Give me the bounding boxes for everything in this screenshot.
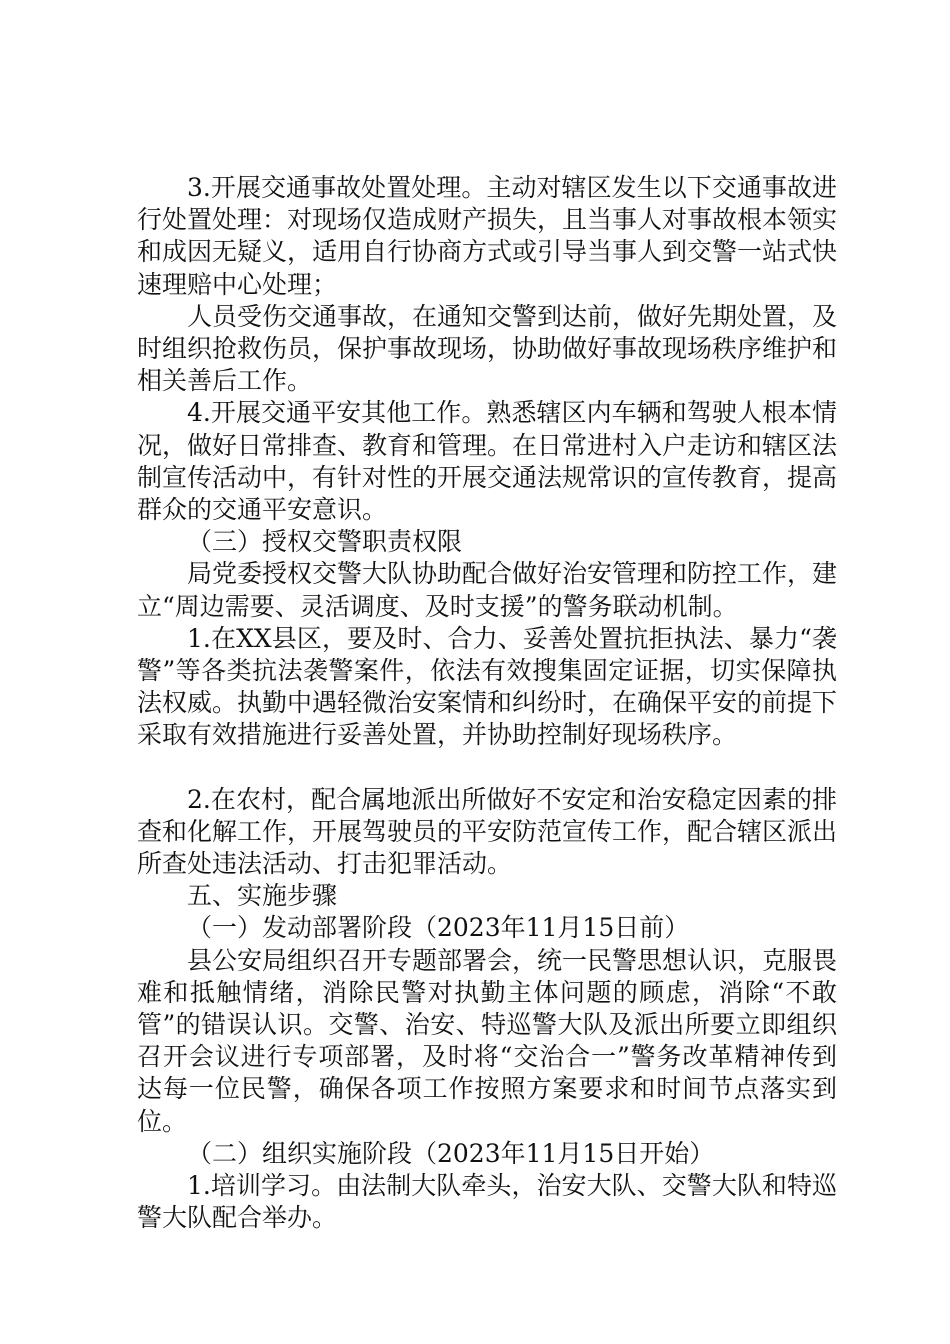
paragraph-training: 1.培训学习。由法制大队牵头，治安大队、交警大队和特巡警大队配合举办。 — [137, 1171, 837, 1233]
paragraph-authorization: 局党委授权交警大队协助配合做好治安管理和防控工作，建立“周边需要、灵活调度、及时支援”的警务联动机制。 — [137, 559, 838, 621]
heading-mobilization-phase: （一）发动部署阶段（2023年11月15日前） — [187, 913, 690, 943]
heading-implementation-phase: （二）组织实施阶段（2023年11月15日开始） — [187, 1138, 715, 1168]
heading-implementation-steps: 五、实施步骤 — [187, 881, 338, 911]
paragraph-rural-areas: 2.在农村，配合属地派出所做好不安定和治安稳定因素的排查和化解工作，开展驾驶员的平安防范宣传工作，配合辖区派出所查处违法活动、打击犯罪活动。 — [137, 784, 838, 879]
paragraph-accident-handling: 3.开展交通事故处置处理。主动对辖区发生以下交通事故进行处置处理：对现场仅造成财产损失，且当事人对事故根本领实和成因无疑义，适用自行协商方式或引导当事人到交警一站式快速理赔中心处理； — [137, 173, 838, 299]
paragraph-mobilization: 县公安局组织召开专题部署会，统一民警思想认识，克服畏难和抵触情绪，消除民警对执勤主体问题的顾虑，消除“不敢管”的错误认识。交警、治安、特巡警大队及派出所要立即组织召开会议进行专项部署，及时将“交治合一”警务改革精神传到达每一位民警，确保各项工作按照方案要求和时间节点落实到位。 — [137, 945, 838, 1136]
paragraph-traffic-safety-work: 4.开展交通平安其他工作。熟悉辖区内车辆和驾驶人根本情况，做好日常排查、教育和管理。在日常进村入户走访和辖区法制宣传活动中，有针对性的开展交通法规常识的宣传教育，提高群众的交通平安意识。 — [137, 398, 838, 525]
heading-authorized-powers: （三）授权交警职责权限 — [187, 527, 463, 557]
paragraph-injury-accidents: 人员受伤交通事故，在通知交警到达前，做好先期处置，及时组织抢救伤员，保护事故现场，协助做好事故现场秩序维护和相关善后工作。 — [137, 301, 838, 396]
document-page — [137, 172, 837, 1235]
paragraph-spacer — [137, 752, 837, 784]
paragraph-county-cases: 1.在XX县区，要及时、合力、妥善处置抗拒执法、暴力“袭警”等各类抗法袭警案件，依法有效搜集固定证据，切实保障执法权威。执勤中遇轻微治安案情和纠纷时，在确保平安的前提下采取有效措施进行妥善处置，并协助控制好现场秩序。 — [137, 623, 838, 750]
